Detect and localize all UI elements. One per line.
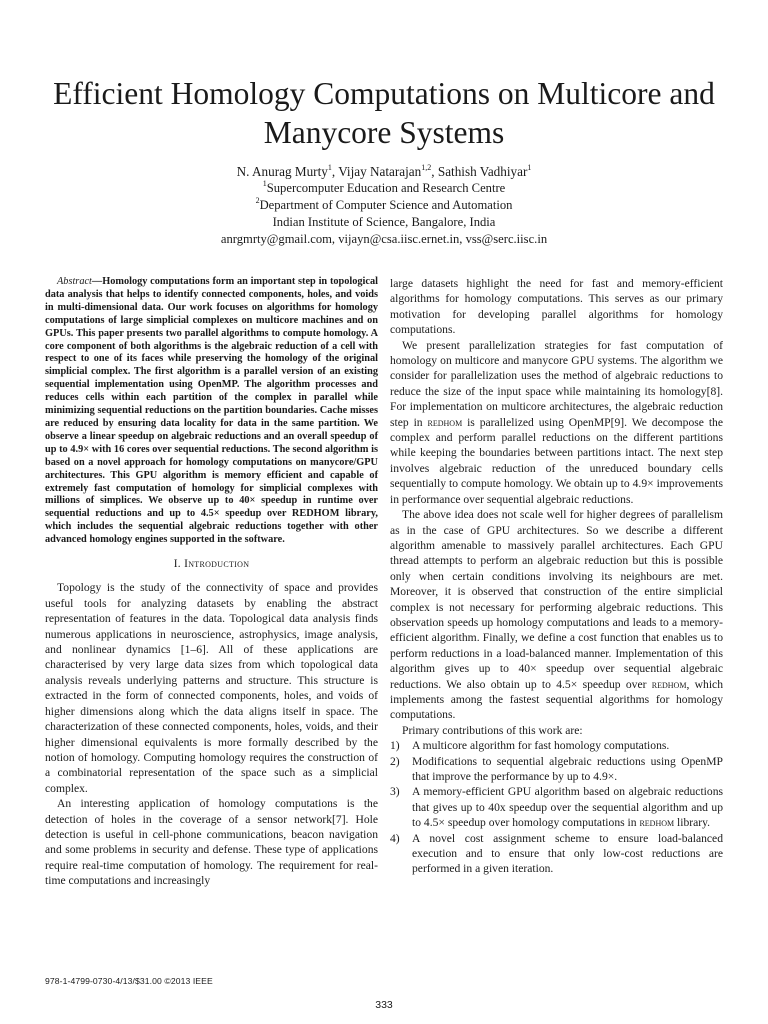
right-paragraph-3-part-b: , which implements among the fastest sequential algorithms for homology computations. [390,677,723,722]
contribution-number: 3) [390,785,400,799]
redhom-name: redhom [651,677,687,691]
paper-title: Efficient Homology Computations on Multicore and Manycore Systems [53,76,715,150]
contributions-intro: Primary contributions of this work are: [402,723,583,737]
right-paragraph-2 [390,338,723,507]
contribution-text: A memory-efficient GPU algorithm based on algebraic reductions that gives up to 40x speedup over the sequential algorithm and up to 4.5× speedup over homology computations in [412,785,723,830]
section-title: Introduction [184,558,250,571]
redhom-name: redhom [427,415,463,429]
author-3: Sathish Vadhiyar [437,164,528,179]
affiliation-2 [40,197,728,214]
abstract-dash: — [91,276,103,287]
contributions-list [390,738,723,877]
redhom-name: redhom [639,816,675,830]
contribution-item [390,754,723,785]
copyright-notice: 978-1-4799-0730-4/13/$31.00 ©2013 IEEE [45,976,213,986]
affiliation-1-text: Supercomputer Education and Research Centre [266,181,506,195]
right-paragraph-2-part-b: is parallelized using OpenMP[9]. We decompose the complex and perform parallel reductions on the different partitions while keeping the boundaries between partitions intact. The next step involves algebraic reduction of the unreduced boundary cells sequentially to compute homology. We obtain up to 4.9× improvements in performance over sequential algebraic reductions. [390,415,723,506]
author-names: N. Anurag Murty$^1$, Vijay Natarajan$^{1,2}$, Sathish Vadhiyar$^1$ [236,162,532,179]
right-paragraph-2-part-a: We present parallelization strategies for fast computation of homology on multicore and manycore GPU systems. The algorithm we consider for parallelization uses the method of algebraic reductions to reduce the size of the input space while maintaining its homology[8]. For implementation on multicore architectures, the algebraic reduction step in [390,338,723,429]
affiliation-1 [40,180,728,197]
author-3-affiliation-mark: 1 [527,162,532,172]
affiliation-1-mark: 1 [262,178,267,188]
contribution-number: 1) [390,739,400,753]
contribution-number: 2) [390,754,400,768]
right-column [390,276,723,877]
affiliation-2-mark: 2 [255,195,260,205]
right-paragraph-3 [390,507,723,723]
contribution-text: A multicore algorithm for fast homology computations. [412,739,670,753]
right-paragraph-1: large datasets highlight the need for fast and memory-efficient algorithms for homology computations. This serves as our primary motivation for developing parallel algorithms for homology computations. [390,277,723,337]
abstract-text: Homology computations form an important step in topological data analysis that helps to identify connected components, holes, and voids in multi-dimensional data. Our work focuses on algorithms for homology computations of large simplicial complexes on multicore machines and on GPUs. This paper presents two parallel algorithms to compute homology. A core component of both algorithms is the algebraic reduction of a cell with respect to one of its faces while preserving the homology of the original simplicial complex. The first algorithm is a parallel version of an existing sequential implementation using OpenMP. The algorithm processes and reduces cells within each partition of the complex in parallel while minimizing sequential reductions on the partition boundaries. Cache misses are reduced by ensuring data locality for data in the same partition. We observe a linear speedup on algebraic reductions and an overall speedup of up to 4.9× with 16 cores over sequential reductions. The second algorithm is based on a novel approach for homology computations on manycore/GPU architectures. This GPU algorithm is memory efficient and capable of extremely fast computation of homology for simplicial complexes with millions of simplices. We observe up to 40× speedup in runtime over sequential reductions and up to 4.5× speedup over REDHOM library, which includes the sequential algebraic reductions together with other advanced homology engines supported in the software. [45,276,378,546]
page-number: 333 [375,999,393,1011]
right-paragraph-3-part-a: The above idea does not scale well for higher degrees of parallelism as in the case of GPU architectures. So we describe a different algorithm amenable to massively parallel architectures. Each GPU thread attempts to perform an algebraic reduction but this is possible only when certain conditions involving its neighbours are met. Moreover, it is observed that construction of the entire simplicial complex is not necessary for performing algebraic reductions. This observation speeds up homology computations and leads to a memory-efficient algorithm. Finally, we define a cost function that enables us to perform reductions in a load-balanced manner. Implementation of this algorithm gives up to 40× speedup over sequential algebraic reductions. We also obtain up to 4.5× speedup over [390,508,723,691]
contribution-text-tail: library. [674,816,711,830]
author-2-affiliation-mark: 1,2 [421,162,432,172]
author-1-affiliation-mark: 1 [327,162,332,172]
section-heading-introduction [45,557,378,572]
left-column [45,276,378,889]
contribution-item [390,784,723,830]
contribution-text: Modifications to sequential algebraic reductions using OpenMP that improve the performance by up to 4.9×. [412,754,723,783]
institute: Indian Institute of Science, Bangalore, India [272,215,496,229]
author-emails: anrgmrty@gmail.com, vijayn@csa.iisc.ernet.in, vss@serc.iisc.in [220,232,548,246]
section-numeral: I. [173,558,181,571]
intro-paragraph-2: An interesting application of homology computations is the detection of holes in the coverage of a sensor network[7]. Hole detection is useful in cell-phone communications, beacon navigation and some problems in security and defense. These type of applications require real-time computation of homology. The requirement for real-time computations and increasingly [45,797,378,888]
contribution-text: A novel cost assignment scheme to ensure load-balanced execution and to ensure that only low-cost reductions are performed in a given iteration. [412,831,723,876]
author-1: N. Anurag Murty [236,164,328,179]
abstract [45,276,378,547]
author-2: Vijay Natarajan [338,164,422,179]
abstract-lead: Abstract [57,276,92,287]
intro-paragraph-1: Topology is the study of the connectivity of space and provides useful tools for analyzing datasets by enabling the abstract representation of features in the data. Topological data analysis finds numerous applications in neuroscience, astrophysics, image analysis, and nonlinear dynamics [1–6]. All of these applications are characterised by very large data sizes from which topological data analysis reveals underlying patterns and structure. This structure is extracted in the form of connected components, holes, and voids of higher dimensions along which the data aligns itself in space. The characterization of these connected components, holes, voids, and their higher dimensional equivalents is more formally described by the notion of homology. Computing homology requires the construction of a combinatorial representation of the space such as a simplicial complex. [45,581,378,795]
contribution-item [390,831,723,877]
contribution-number: 4) [390,831,400,845]
affiliation-2-text: Department of Computer Science and Automation [259,198,513,212]
contribution-item [390,738,723,753]
author-block [40,163,728,248]
